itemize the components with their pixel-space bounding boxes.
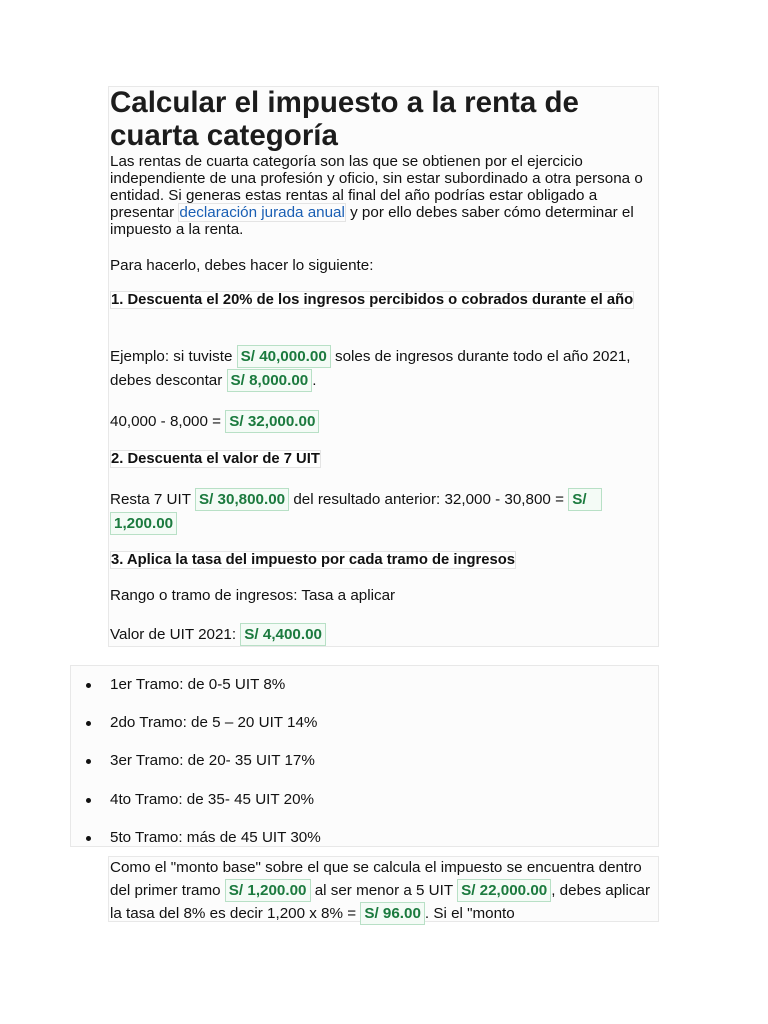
step2-text xyxy=(110,488,658,536)
amount-discount: S/ 8,000.00 xyxy=(227,369,313,392)
range-text: Rango o tramo de ingresos: Tasa a aplicar xyxy=(110,587,396,604)
step2-text-b: del resultado anterior: 32,000 - 30,800 = xyxy=(289,491,569,508)
bullet-icon xyxy=(86,759,91,764)
closing-text-b: al ser menor a 5 UIT xyxy=(310,882,458,899)
closing-text-c: , debes aplicar la tasa del 8% es decir 1,200 x 8% = xyxy=(110,882,651,922)
step1-example-c: . xyxy=(312,372,317,389)
step1-heading xyxy=(110,292,650,309)
step1-heading-text: 1. Descuenta el 20% de los ingresos percibidos o cobrados durante el año xyxy=(111,292,634,308)
bullet-icon xyxy=(86,798,91,803)
closing-text-d: . Si el "monto xyxy=(424,905,515,922)
closing-paragraph xyxy=(110,857,650,925)
step3-heading-text: 3. Aplica la tasa del impuesto por cada tramo de ingresos xyxy=(111,552,516,568)
intro-text-b: y por ello debes saber cómo determinar el impuesto a la renta. xyxy=(110,204,634,238)
amount-step1-result: S/ 32,000.00 xyxy=(225,410,319,433)
step1-example xyxy=(110,345,658,393)
intro-paragraph xyxy=(110,153,658,238)
amount-income: S/ 40,000.00 xyxy=(237,345,331,368)
declaracion-jurada-link[interactable]: declaración jurada anual xyxy=(179,204,345,221)
tramo-label: 4to Tramo: de 35- 45 UIT 20% xyxy=(110,791,315,808)
step1-example-a: Ejemplo: si tuviste xyxy=(110,348,237,365)
step1-example-b: soles de ingresos durante todo el año 2021, debes descontar xyxy=(110,348,631,389)
closing-text-a: Como el "monto base" sobre el que se calcula el impuesto se encuentra dentro del primer tramo xyxy=(110,859,642,899)
step2-heading-text: 2. Descuenta el valor de 7 UIT xyxy=(111,451,320,467)
intro-text-a: Las rentas de cuarta categoría son las que se obtienen por el ejercicio independiente de una profesión y oficio, sin estar subordinado a otra persona o entidad. Si generas estas rentas al final del año podrías estar obligado a presentar xyxy=(110,153,643,221)
step2-text-a: Resta 7 UIT xyxy=(110,491,195,508)
lead-paragraph: Para hacerlo, debes hacer lo siguiente: xyxy=(110,257,374,274)
amount-uit: S/ 4,400.00 xyxy=(240,623,326,646)
bullet-icon xyxy=(86,721,91,726)
bullet-icon xyxy=(86,836,91,841)
step2-heading xyxy=(110,451,321,468)
step3-heading xyxy=(110,552,516,569)
amount-step2-result-value: 1,200.00 xyxy=(110,512,177,535)
step1-calc-prefix: 40,000 - 8,000 = xyxy=(110,413,226,430)
step1-calc xyxy=(110,410,658,434)
uit-value-line xyxy=(110,623,658,647)
tramo-label: 3er Tramo: de 20- 35 UIT 17% xyxy=(110,752,315,769)
tramo-label: 1er Tramo: de 0-5 UIT 8% xyxy=(110,676,286,693)
amount-step2-result-currency: S/ xyxy=(568,488,601,511)
page-title: Calcular el impuesto a la renta de cuarta categoría xyxy=(110,86,579,152)
tramo-label: 2do Tramo: de 5 – 20 UIT 14% xyxy=(110,714,318,731)
amount-5uit: S/ 22,000.00 xyxy=(457,879,551,902)
amount-base: S/ 1,200.00 xyxy=(225,879,311,902)
bullet-icon xyxy=(86,683,91,688)
amount-7uit: S/ 30,800.00 xyxy=(195,488,289,511)
uit-prefix: Valor de UIT 2021: xyxy=(110,626,241,643)
tramo-label: 5to Tramo: más de 45 UIT 30% xyxy=(110,829,321,846)
amount-tax: S/ 96.00 xyxy=(360,902,425,925)
